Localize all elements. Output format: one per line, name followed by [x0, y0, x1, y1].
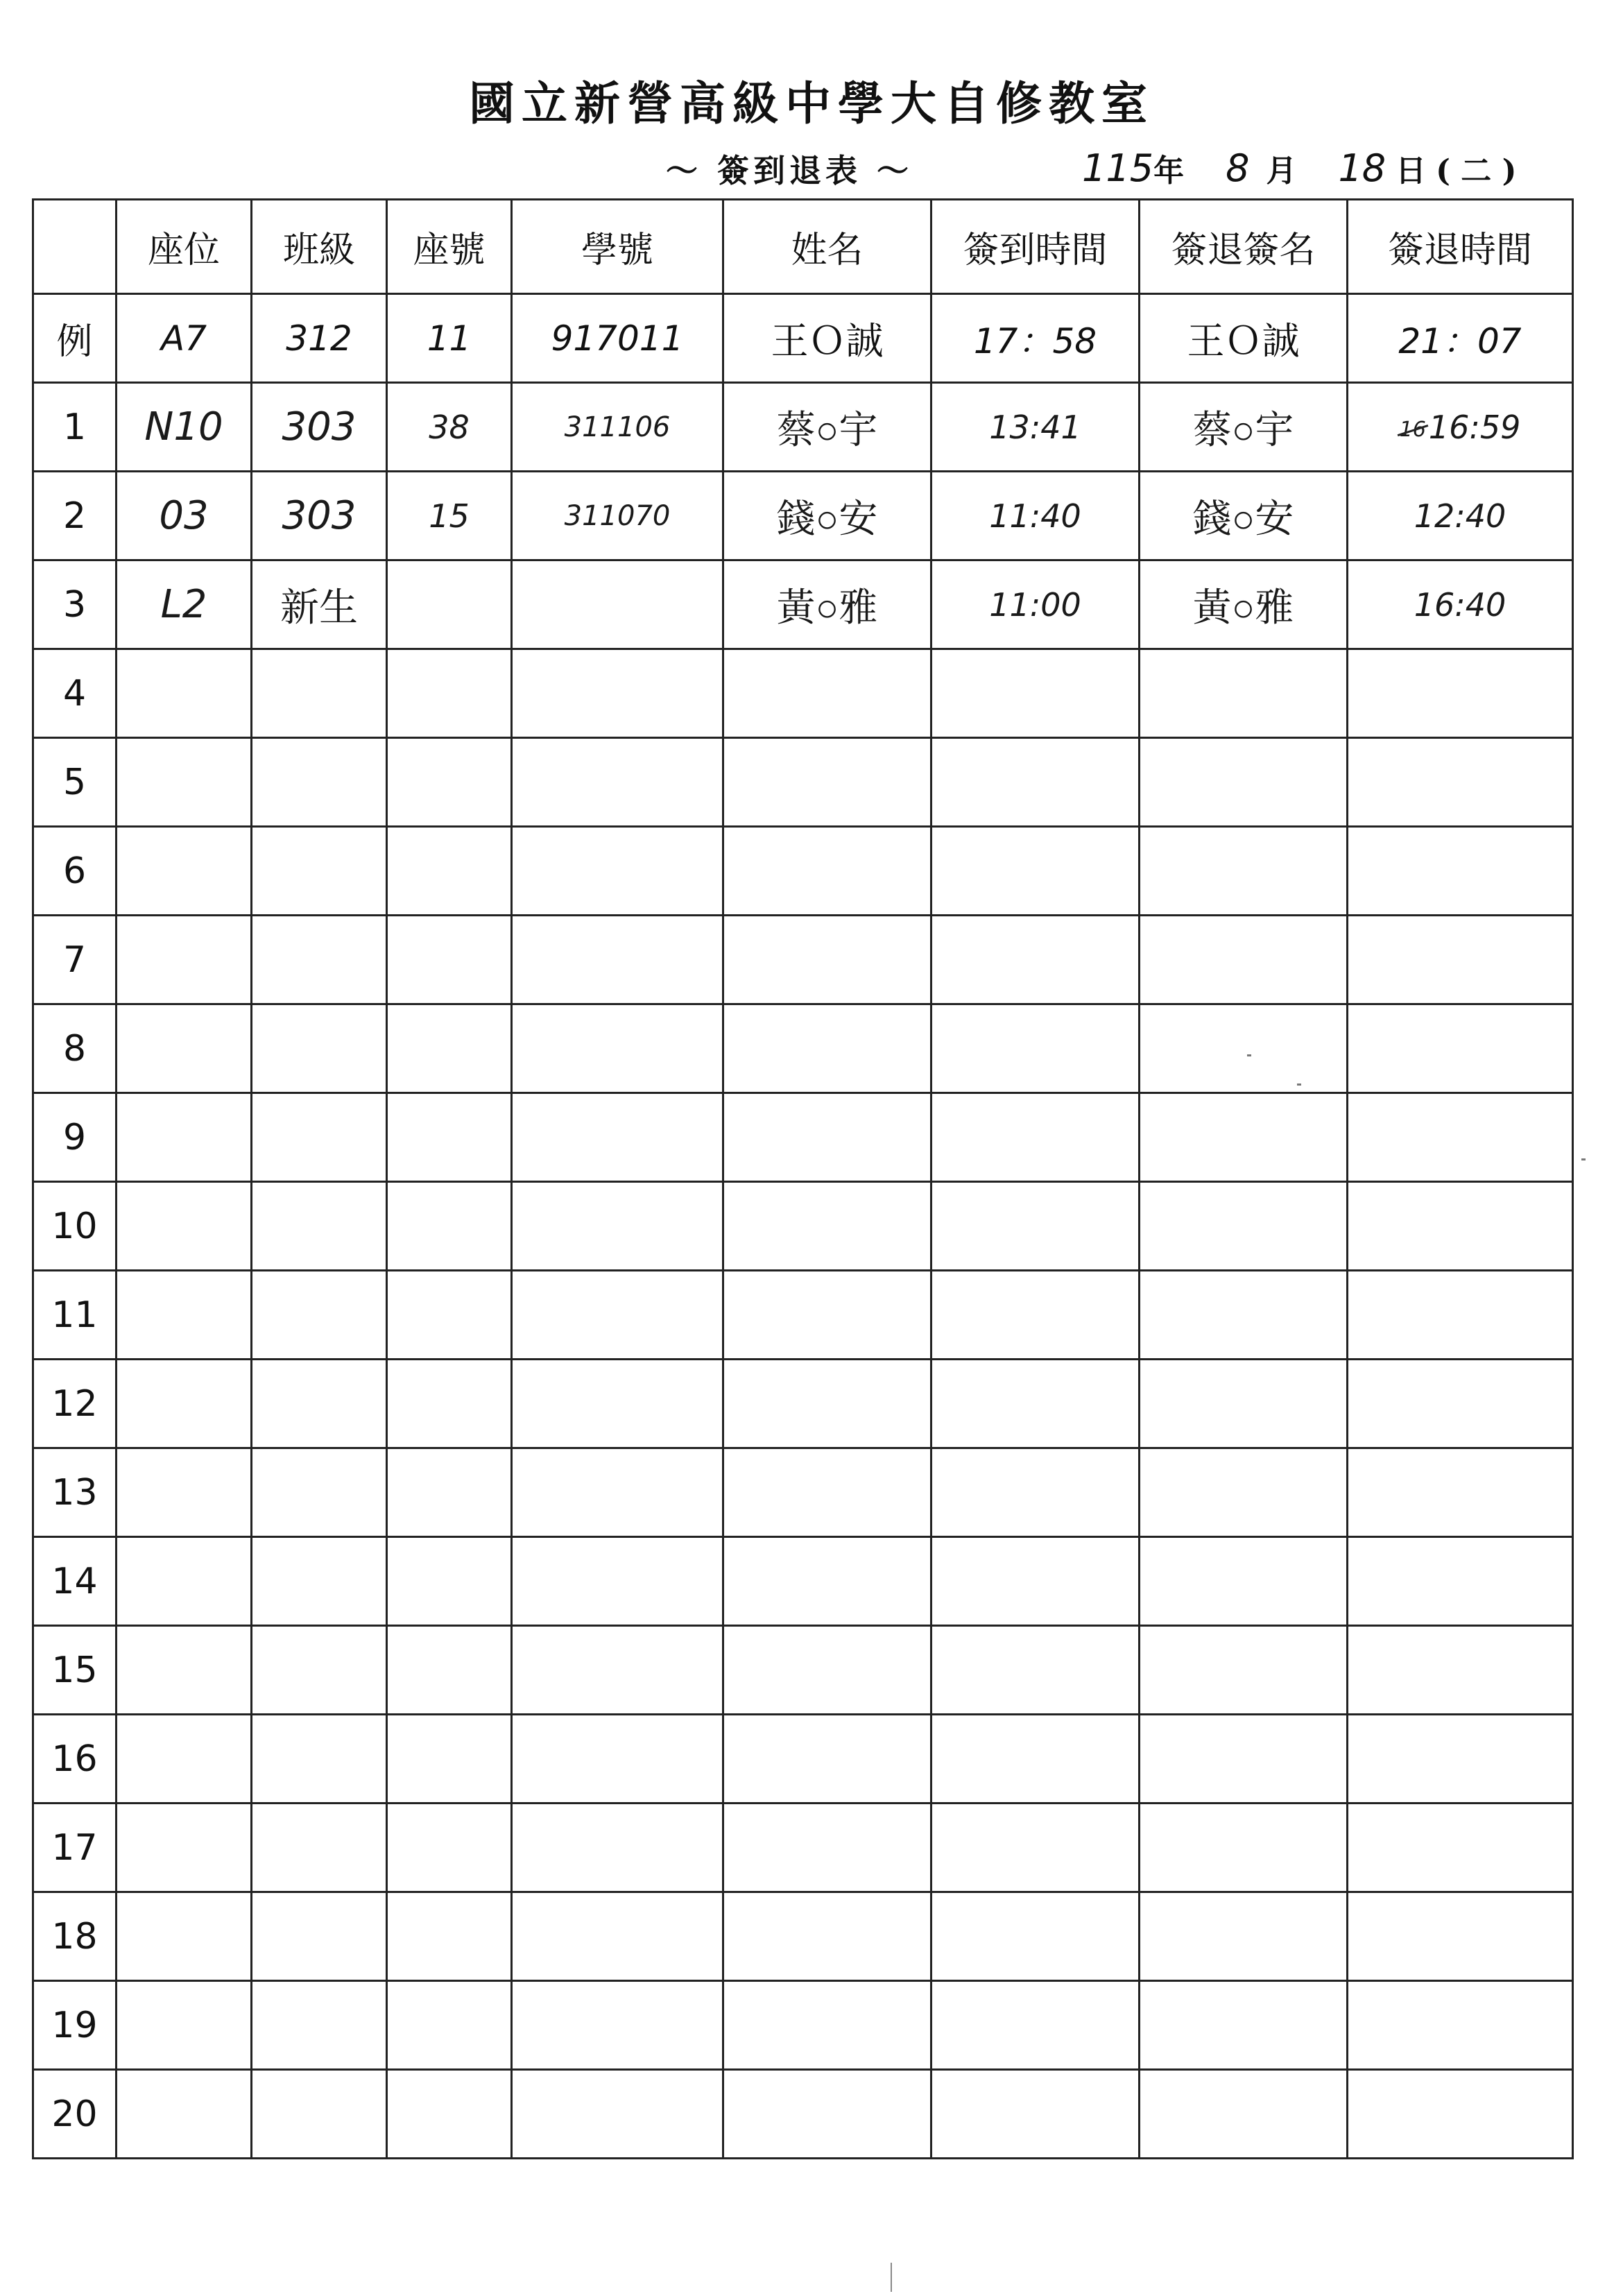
row-number: 14 [33, 1537, 117, 1626]
cell-sign-in-time [931, 1892, 1140, 1981]
cell-seat [117, 916, 252, 1004]
cell-student-id [512, 1004, 723, 1093]
cell-class [252, 649, 387, 738]
example-name: 王Ｏ誠 [723, 294, 931, 383]
date-day: 18 [1338, 146, 1386, 190]
header-sign-out-signature: 簽退簽名 [1140, 200, 1348, 294]
example-sign-in-time: 17：58 [931, 294, 1140, 383]
cell-name [723, 1981, 931, 2070]
cell-sign-in-time [931, 1182, 1140, 1271]
cell-student-id [512, 738, 723, 827]
example-seat-number: 11 [387, 294, 512, 383]
cell-sign-in-time [931, 1715, 1140, 1804]
cell-seat [117, 1360, 252, 1448]
cell-sign-in-time [931, 1093, 1140, 1182]
cell-seat-number [387, 560, 512, 649]
cell-seat-number [387, 1182, 512, 1271]
cell-seat: L2 [117, 560, 252, 649]
cell-sign-out-signature [1140, 738, 1348, 827]
cell-student-id [512, 1360, 723, 1448]
cell-seat-number [387, 1448, 512, 1537]
cell-seat [117, 1804, 252, 1892]
cell-seat [117, 1981, 252, 2070]
cell-sign-out-time [1348, 1093, 1573, 1182]
cell-sign-in-time [931, 1981, 1140, 2070]
table-row [33, 916, 1573, 1004]
cell-name [723, 1626, 931, 1715]
cell-seat [117, 1626, 252, 1715]
cell-value: 16:59 [1428, 408, 1521, 446]
cell-class [252, 738, 387, 827]
row-number: 1 [33, 383, 117, 472]
cell-class [252, 1004, 387, 1093]
header-sign-out-time: 簽退時間 [1348, 200, 1573, 294]
cell-seat-number: 38 [387, 383, 512, 472]
example-student-id: 917011 [512, 294, 723, 383]
cell-sign-out-signature [1140, 916, 1348, 1004]
cell-seat: 03 [117, 472, 252, 560]
cell-seat-number [387, 1093, 512, 1182]
cell-sign-out-signature [1140, 649, 1348, 738]
row-number: 15 [33, 1626, 117, 1715]
header-name: 姓名 [723, 200, 931, 294]
example-seat: A7 [117, 294, 252, 383]
cell-name [723, 738, 931, 827]
row-number: 2 [33, 472, 117, 560]
table-row [33, 1715, 1573, 1804]
cell-seat [117, 1271, 252, 1360]
cell-class [252, 827, 387, 916]
cell-class [252, 1360, 387, 1448]
scan-mark [891, 2263, 892, 2292]
cell-class [252, 1537, 387, 1626]
row-number: 12 [33, 1360, 117, 1448]
cell-seat-number [387, 2070, 512, 2159]
cell-class [252, 1271, 387, 1360]
cell-student-id [512, 1537, 723, 1626]
date-month: 8 [1226, 146, 1250, 190]
cell-sign-out-signature: 黃○雅 [1140, 560, 1348, 649]
cell-student-id [512, 649, 723, 738]
cell-seat-number [387, 1892, 512, 1981]
cell-seat [117, 649, 252, 738]
cell-seat-number [387, 649, 512, 738]
cell-class [252, 2070, 387, 2159]
cell-seat-number [387, 1715, 512, 1804]
cell-sign-out-time [1348, 1892, 1573, 1981]
row-number: 11 [33, 1271, 117, 1360]
cell-seat [117, 1537, 252, 1626]
example-class: 312 [252, 294, 387, 383]
cell-class [252, 916, 387, 1004]
cell-seat-number [387, 1981, 512, 2070]
cell-sign-out-time [1348, 1271, 1573, 1360]
row-number: 10 [33, 1182, 117, 1271]
cell-seat [117, 1448, 252, 1537]
cell-sign-out-time [1348, 1804, 1573, 1892]
cell-sign-in-time [931, 827, 1140, 916]
cell-name [723, 916, 931, 1004]
header-student-id: 學號 [512, 200, 723, 294]
date-year-unit: 年 [1153, 153, 1185, 189]
cell-sign-out-time [1348, 827, 1573, 916]
cell-name [723, 1004, 931, 1093]
cell-name: 黃○雅 [723, 560, 931, 649]
row-number: 6 [33, 827, 117, 916]
date-line [1082, 146, 1516, 190]
example-sign-out-time: 21：07 [1348, 294, 1573, 383]
cell-seat [117, 1715, 252, 1804]
row-number: 17 [33, 1804, 117, 1892]
cell-student-id [512, 916, 723, 1004]
sheet-subtitle: ～ 簽到退表 ～ [666, 152, 913, 189]
cell-seat-number [387, 916, 512, 1004]
cell-sign-out-time [1348, 1981, 1573, 2070]
cell-class: 新生 [252, 560, 387, 649]
cell-sign-out-signature [1140, 1715, 1348, 1804]
table-row [33, 1360, 1573, 1448]
table-row [33, 472, 1573, 560]
cell-name: 蔡○宇 [723, 383, 931, 472]
table-row [33, 1182, 1573, 1271]
cell-seat-number [387, 738, 512, 827]
table-row [33, 1004, 1573, 1093]
cell-seat-number [387, 1804, 512, 1892]
date-weekday: ( 二 ) [1436, 153, 1517, 189]
date-year: 115 [1082, 146, 1154, 190]
row-number: 7 [33, 916, 117, 1004]
cell-sign-out-signature [1140, 1093, 1348, 1182]
cell-student-id [512, 1448, 723, 1537]
example-sign-out-signature: 王Ｏ誠 [1140, 294, 1348, 383]
table-row [33, 649, 1573, 738]
cell-sign-out-time [1348, 1004, 1573, 1093]
cell-seat-number [387, 1360, 512, 1448]
cell-sign-out-time [1348, 1182, 1573, 1271]
cell-student-id [512, 2070, 723, 2159]
cell-sign-in-time: 13:41 [931, 383, 1140, 472]
table-row [33, 1271, 1573, 1360]
cell-sign-out-signature [1140, 1271, 1348, 1360]
cell-sign-out-signature [1140, 827, 1348, 916]
table-row [33, 1892, 1573, 1981]
cell-sign-out-time [1348, 1448, 1573, 1537]
cell-sign-in-time [931, 1271, 1140, 1360]
cell-sign-out-time [1348, 1537, 1573, 1626]
table-row [33, 383, 1573, 472]
cell-sign-out-signature [1140, 1981, 1348, 2070]
cell-student-id [512, 1271, 723, 1360]
header-sign-in-time: 簽到時間 [931, 200, 1140, 294]
cell-sign-out-signature [1140, 1892, 1348, 1981]
cell-class [252, 1715, 387, 1804]
cell-sign-out-time [1348, 1626, 1573, 1715]
cell-name [723, 1804, 931, 1892]
sheet-title: 國立新營高級中學大自修教室 [469, 76, 1154, 130]
cell-sign-in-time [931, 1004, 1140, 1093]
cell-student-id [512, 827, 723, 916]
cell-class [252, 1182, 387, 1271]
cell-name [723, 1892, 931, 1981]
cell-sign-out-signature [1140, 1182, 1348, 1271]
table-row [33, 560, 1573, 649]
cell-student-id [512, 1804, 723, 1892]
cell-student-id [512, 1715, 723, 1804]
table-row [33, 1537, 1573, 1626]
cell-student-id [512, 1093, 723, 1182]
stray-mark [1297, 1083, 1301, 1086]
cell-sign-out-signature [1140, 1537, 1348, 1626]
cell-sign-in-time [931, 1448, 1140, 1537]
row-number: 4 [33, 649, 117, 738]
cell-sign-in-time [931, 1804, 1140, 1892]
date-day-unit: 日 [1396, 153, 1427, 189]
header-class: 班級 [252, 200, 387, 294]
cell-seat [117, 1004, 252, 1093]
crossed-out-mark: 16 [1399, 417, 1426, 442]
cell-seat [117, 1182, 252, 1271]
row-number: 20 [33, 2070, 117, 2159]
cell-sign-in-time [931, 916, 1140, 1004]
row-number: 5 [33, 738, 117, 827]
cell-seat [117, 1093, 252, 1182]
cell-seat-number: 15 [387, 472, 512, 560]
cell-sign-out-signature [1140, 1004, 1348, 1093]
cell-sign-out-time [1348, 1360, 1573, 1448]
cell-name [723, 2070, 931, 2159]
header-seat: 座位 [117, 200, 252, 294]
cell-sign-out-time [1348, 383, 1573, 472]
cell-seat [117, 827, 252, 916]
header-corner [33, 200, 117, 294]
row-number: 16 [33, 1715, 117, 1804]
cell-name [723, 1537, 931, 1626]
cell-sign-out-signature: 錢○安 [1140, 472, 1348, 560]
cell-sign-out-time [1348, 2070, 1573, 2159]
row-number: 18 [33, 1892, 117, 1981]
cell-name [723, 649, 931, 738]
cell-student-id [512, 1626, 723, 1715]
cell-seat [117, 738, 252, 827]
cell-student-id [512, 1981, 723, 2070]
cell-class [252, 1448, 387, 1537]
table-row [33, 738, 1573, 827]
table-row [33, 1804, 1573, 1892]
date-month-unit: 月 [1266, 153, 1297, 189]
cell-sign-out-time: 12:40 [1348, 472, 1573, 560]
stray-mark [1247, 1054, 1251, 1056]
cell-sign-in-time [931, 649, 1140, 738]
example-label: 例 [33, 294, 117, 383]
cell-name [723, 1715, 931, 1804]
table-row [33, 1626, 1573, 1715]
cell-seat [117, 1892, 252, 1981]
cell-sign-in-time [931, 1360, 1140, 1448]
cell-name [723, 1271, 931, 1360]
header-row [33, 200, 1573, 294]
cell-sign-out-time [1348, 1715, 1573, 1804]
cell-sign-out-signature [1140, 1804, 1348, 1892]
cell-name [723, 827, 931, 916]
cell-sign-in-time [931, 2070, 1140, 2159]
cell-student-id: 311106 [512, 383, 723, 472]
cell-class: 303 [252, 472, 387, 560]
cell-sign-in-time: 11:40 [931, 472, 1140, 560]
cell-name [723, 1093, 931, 1182]
cell-sign-in-time [931, 1626, 1140, 1715]
example-row [33, 294, 1573, 383]
cell-seat [117, 2070, 252, 2159]
table-row [33, 1981, 1573, 2070]
cell-student-id [512, 1892, 723, 1981]
cell-sign-out-signature: 蔡○宇 [1140, 383, 1348, 472]
table-row [33, 1448, 1573, 1537]
cell-student-id [512, 1182, 723, 1271]
row-number: 13 [33, 1448, 117, 1537]
table-row [33, 1093, 1573, 1182]
cell-student-id [512, 560, 723, 649]
table-row [33, 827, 1573, 916]
cell-seat: N10 [117, 383, 252, 472]
cell-sign-in-time [931, 1537, 1140, 1626]
cell-seat-number [387, 1271, 512, 1360]
cell-name: 錢○安 [723, 472, 931, 560]
cell-class [252, 1804, 387, 1892]
cell-seat-number [387, 1537, 512, 1626]
cell-sign-in-time [931, 738, 1140, 827]
sign-in-out-table [32, 198, 1574, 2159]
cell-seat-number [387, 827, 512, 916]
table-row [33, 2070, 1573, 2159]
cell-sign-out-time: 16:40 [1348, 560, 1573, 649]
cell-student-id: 311070 [512, 472, 723, 560]
cell-class [252, 1093, 387, 1182]
cell-class [252, 1981, 387, 2070]
cell-class [252, 1626, 387, 1715]
cell-sign-out-signature [1140, 1448, 1348, 1537]
cell-class [252, 1892, 387, 1981]
cell-sign-out-time [1348, 916, 1573, 1004]
cell-name [723, 1360, 931, 1448]
cell-sign-out-time [1348, 649, 1573, 738]
cell-sign-out-signature [1140, 2070, 1348, 2159]
cell-name [723, 1448, 931, 1537]
row-number: 19 [33, 1981, 117, 2070]
cell-seat-number [387, 1004, 512, 1093]
cell-sign-out-signature [1140, 1626, 1348, 1715]
cell-seat-number [387, 1626, 512, 1715]
stray-mark [1581, 1158, 1586, 1160]
row-number: 8 [33, 1004, 117, 1093]
cell-class: 303 [252, 383, 387, 472]
cell-sign-out-time [1348, 738, 1573, 827]
cell-sign-in-time: 11:00 [931, 560, 1140, 649]
header-seat-number: 座號 [387, 200, 512, 294]
row-number: 9 [33, 1093, 117, 1182]
cell-name [723, 1182, 931, 1271]
cell-sign-out-signature [1140, 1360, 1348, 1448]
row-number: 3 [33, 560, 117, 649]
